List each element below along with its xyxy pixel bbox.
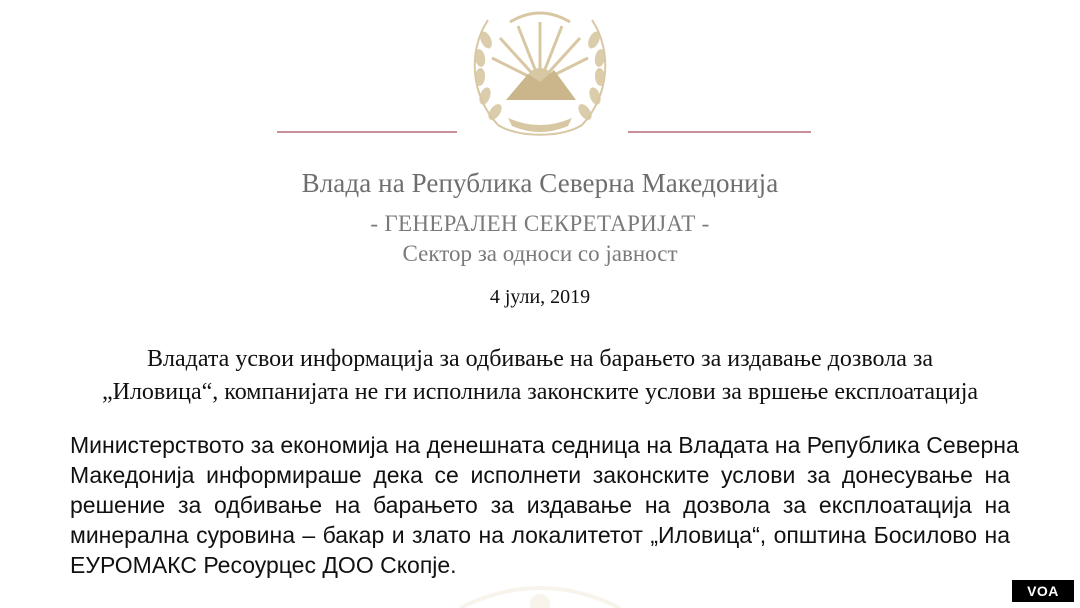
government-title: Влада на Република Северна Македонија: [301, 168, 779, 198]
decorative-divider-right: [628, 131, 811, 133]
body-line: Македонија информираше дека се исполнети законските услови за донесување на: [70, 462, 1010, 488]
coat-of-arms-icon: [458, 0, 622, 140]
press-release-body: [70, 430, 1019, 580]
sector-subtitle: Сектор за односи со јавност: [402, 241, 678, 266]
faded-emblem-watermark-icon: [440, 578, 640, 608]
body-line: Министерството за економија на денешната седница на Владата на Република Северна: [70, 432, 1019, 458]
voa-logo-badge: VOA: [1012, 580, 1074, 602]
body-line: минерална суровина – бакар и злато на локалитетот „Иловица“, општина Босилово на: [70, 522, 1010, 548]
decorative-divider-left: [277, 131, 457, 133]
body-line: ЕУРОМАКС Ресоурцес ДОО Скопје.: [70, 552, 457, 578]
release-date: 4 јули, 2019: [489, 286, 591, 308]
headline-line-2: „Иловица“, компанијата не ги исполнила законските услови за вршење експлоатација: [101, 379, 979, 405]
secretariat-title: - ГЕНЕРАЛЕН СЕКРЕТАРИЈАТ -: [370, 211, 710, 236]
press-release-headline: [60, 343, 1020, 409]
headline-line-1: Владата усвои информација за одбивање на барањето за издавање дозвола за: [147, 346, 933, 372]
body-line: решение за одбивање на барањето за издавање на дозвола за експлоатација на: [70, 492, 1010, 518]
